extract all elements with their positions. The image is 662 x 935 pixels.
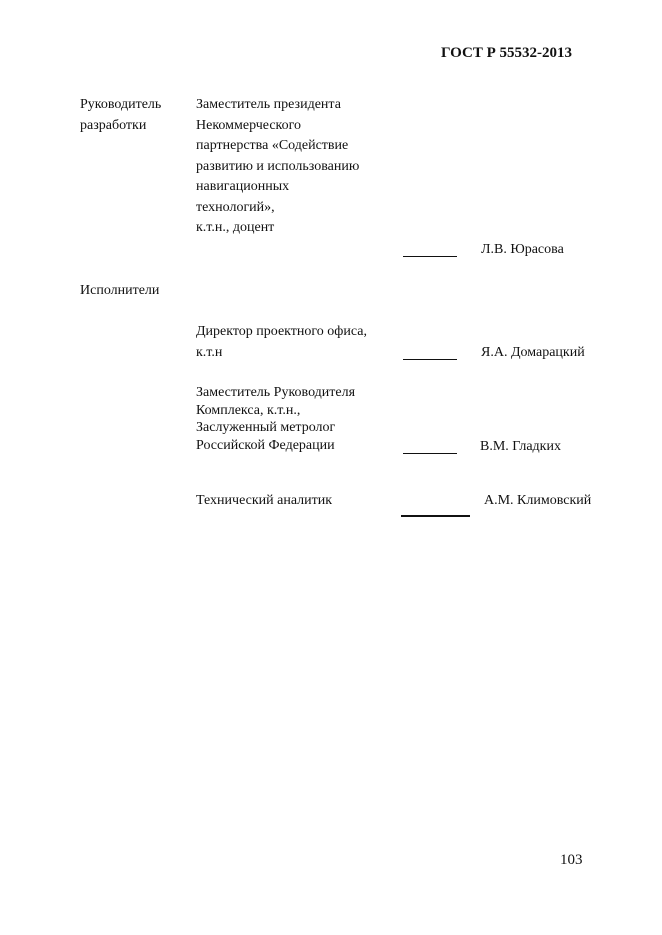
executor-title-line: Директор проектного офиса, [196, 324, 367, 339]
executor-3-name: А.М. Климовский [484, 493, 592, 508]
executor-1-name: Я.А. Домарацкий [481, 345, 585, 360]
leader-title [196, 95, 359, 239]
page-number: 103 [560, 852, 583, 868]
leader-title-line: Заместитель президента [196, 97, 341, 112]
leader-name: Л.В. Юрасова [481, 242, 564, 257]
executor-2-title [196, 384, 355, 454]
executor-title-line: Технический аналитик [196, 493, 333, 508]
leader-title-line: Некоммерческого [196, 117, 302, 133]
leader-title-line: навигационных [196, 179, 290, 194]
leader-title-line: партнерства «Содействие [196, 138, 349, 153]
leader-title-line: к.т.н., доцент [196, 220, 275, 235]
executor-1-title [196, 322, 367, 363]
leader-role-line-1: Руководитель [80, 97, 162, 112]
leader-role-label [80, 95, 161, 136]
executor-title-line: к.т.н [196, 344, 223, 360]
leader-role-line-2: разработки [80, 117, 147, 133]
executor-3-signature-line [401, 515, 470, 517]
document-code: ГОСТ Р 55532-2013 [441, 45, 573, 61]
executors-label: Исполнители [80, 283, 160, 298]
executor-3-title [196, 491, 332, 512]
executor-1-signature-line [403, 359, 457, 360]
executor-title-line: Российской Федерации [196, 437, 335, 453]
executor-title-line: Заместитель Руководителя [196, 385, 356, 400]
executor-2-name: В.М. Гладких [480, 439, 561, 454]
executor-2-signature-line [403, 453, 457, 454]
leader-signature-line [403, 256, 457, 257]
leader-title-line: технологий», [196, 199, 275, 215]
executor-title-line: Заслуженный метролог [196, 420, 336, 435]
leader-title-line: развитию и использованию [196, 158, 360, 174]
executor-title-line: Комплекса, к.т.н., [196, 402, 301, 418]
